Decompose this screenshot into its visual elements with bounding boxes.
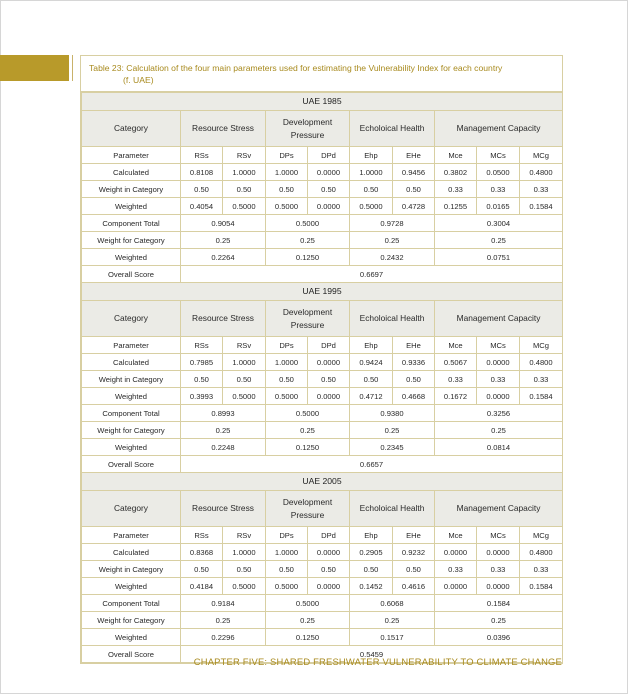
value-cell: 0.0000 [308,164,350,181]
category-label: Category [82,111,181,147]
category-resource-stress: Resource Stress [181,491,266,527]
category-header-row [82,111,563,147]
parameter-cell: Mce [435,147,477,164]
parameter-cell: Ehp [350,337,393,354]
parameter-label: Parameter [82,527,181,544]
category-development-line-1: Development [282,306,333,317]
category-management-capacity: Management Capacity [435,491,563,527]
value-cell: 0.4616 [393,578,435,595]
value-cell: 0.0000 [308,354,350,371]
parameter-cell: MCs [477,147,520,164]
value-cell: 0.4800 [520,544,563,561]
category-value-cell: 0.5000 [266,595,350,612]
value-cell: 0.9232 [393,544,435,561]
value-cell: 0.50 [308,561,350,578]
value-cell: 0.33 [520,371,563,388]
parameter-cell: Mce [435,337,477,354]
category-value-cell: 0.25 [350,232,435,249]
overall-score-row [82,266,563,283]
component-total-row [82,215,563,232]
value-cell: 0.33 [520,181,563,198]
category-value-cell: 0.2264 [181,249,266,266]
parameter-cell: DPs [266,147,308,164]
value-cell: 0.50 [181,371,223,388]
weight-for-category-row [82,232,563,249]
category-header-row [82,301,563,337]
parameter-row [82,147,563,164]
parameter-cell: RSs [181,337,223,354]
value-cell: 0.3802 [435,164,477,181]
category-value-cell: 0.3256 [435,405,563,422]
value-cell: 0.4054 [181,198,223,215]
parameter-cell: MCg [520,527,563,544]
parameter-cell: RSv [223,147,266,164]
value-cell: 0.4800 [520,164,563,181]
weighted-category-label: Weighted [82,249,181,266]
category-value-cell: 0.1250 [266,629,350,646]
component-total-label: Component Total [82,595,181,612]
tab-divider [72,55,73,81]
category-value-cell: 0.25 [181,232,266,249]
parameter-cell: Ehp [350,147,393,164]
value-cell: 0.4800 [520,354,563,371]
weight-for-category-label: Weight for Category [82,232,181,249]
value-cell: 0.50 [266,371,308,388]
value-cell: 0.50 [266,561,308,578]
value-cell: 0.9424 [350,354,393,371]
value-cell: 0.1584 [520,198,563,215]
calculated-label: Calculated [82,354,181,371]
category-value-cell: 0.0396 [435,629,563,646]
value-cell: 0.50 [181,181,223,198]
value-cell: 1.0000 [223,164,266,181]
parameter-cell: DPs [266,337,308,354]
calculated-label: Calculated [82,164,181,181]
overall-score-label: Overall Score [82,646,181,663]
section-title-row [82,93,563,111]
value-cell: 0.1584 [520,578,563,595]
value-cell: 0.8108 [181,164,223,181]
chapter-footer: CHAPTER FIVE: SHARED FRESHWATER VULNERABILITY TO CLIMATE CHANGE [193,656,562,667]
value-cell: 0.33 [477,561,520,578]
value-cell: 0.33 [520,561,563,578]
category-value-cell: 0.25 [435,422,563,439]
category-value-cell: 0.8993 [181,405,266,422]
value-cell: 0.9456 [393,164,435,181]
parameter-cell: RSv [223,337,266,354]
category-value-cell: 0.0814 [435,439,563,456]
value-cell: 0.0000 [477,388,520,405]
weighted-category-row [82,249,563,266]
value-cell: 0.50 [181,561,223,578]
overall-score-row [82,456,563,473]
value-cell: 0.33 [477,181,520,198]
category-value-cell: 0.9054 [181,215,266,232]
value-cell: 0.5000 [223,388,266,405]
weighted-row [82,578,563,595]
category-value-cell: 0.25 [350,422,435,439]
overall-score-value: 0.5459 [181,646,563,663]
value-cell: 1.0000 [350,164,393,181]
value-cell: 0.50 [393,561,435,578]
table-caption [81,56,562,92]
category-development-pressure [266,111,350,147]
caption-line-1: Table 23: Calculation of the four main parameters used for estimating the Vulnerability Index for each country [89,63,503,73]
weight-for-category-label: Weight for Category [82,422,181,439]
value-cell: 0.5067 [435,354,477,371]
category-development-pressure [266,491,350,527]
value-cell: 0.0000 [308,578,350,595]
value-cell: 0.4184 [181,578,223,595]
value-cell: 0.5000 [266,388,308,405]
caption-line-2: (f. UAE) [123,75,154,85]
weighted-row [82,388,563,405]
overall-score-label: Overall Score [82,456,181,473]
weight-in-category-label: Weight in Category [82,371,181,388]
category-development-line-1: Development [282,496,333,507]
category-resource-stress: Resource Stress [181,111,266,147]
parameter-cell: DPs [266,527,308,544]
category-ecological-health: Echoloical Health [350,491,435,527]
value-cell: 0.50 [266,181,308,198]
value-cell: 0.50 [350,181,393,198]
category-label: Category [82,491,181,527]
chapter-tab-marker [0,55,69,81]
value-cell: 0.5000 [266,198,308,215]
overall-score-label: Overall Score [82,266,181,283]
section-title-row [82,473,563,491]
component-total-row [82,405,563,422]
component-total-label: Component Total [82,215,181,232]
value-cell: 1.0000 [266,164,308,181]
parameter-cell: EHe [393,337,435,354]
parameter-cell: EHe [393,147,435,164]
category-value-cell: 0.25 [435,232,563,249]
weighted-row [82,198,563,215]
overall-score-value: 0.6657 [181,456,563,473]
value-cell: 0.4668 [393,388,435,405]
value-cell: 0.50 [223,561,266,578]
category-value-cell: 0.9184 [181,595,266,612]
category-value-cell: 0.25 [266,612,350,629]
category-management-capacity: Management Capacity [435,111,563,147]
parameter-cell: DPd [308,337,350,354]
value-cell: 0.0000 [308,544,350,561]
weighted-category-label: Weighted [82,629,181,646]
category-value-cell: 0.2345 [350,439,435,456]
value-cell: 0.5000 [223,198,266,215]
category-development-line-2: Pressure [290,509,325,520]
category-value-cell: 0.25 [266,422,350,439]
parameter-cell: RSs [181,527,223,544]
category-value-cell: 0.1250 [266,249,350,266]
category-value-cell: 0.2432 [350,249,435,266]
section-title: UAE 1985 [82,93,563,111]
value-cell: 0.50 [223,181,266,198]
value-cell: 0.1672 [435,388,477,405]
category-value-cell: 0.5000 [266,215,350,232]
calculated-row [82,164,563,181]
value-cell: 0.9336 [393,354,435,371]
value-cell: 0.0000 [477,354,520,371]
value-cell: 0.1255 [435,198,477,215]
category-value-cell: 0.2296 [181,629,266,646]
value-cell: 0.0165 [477,198,520,215]
value-cell: 0.50 [223,371,266,388]
value-cell: 0.50 [350,561,393,578]
value-cell: 0.0000 [477,544,520,561]
value-cell: 0.2905 [350,544,393,561]
vulnerability-table-container [80,55,563,664]
category-value-cell: 0.9380 [350,405,435,422]
category-resource-stress: Resource Stress [181,301,266,337]
category-value-cell: 0.1517 [350,629,435,646]
parameter-label: Parameter [82,147,181,164]
weight-in-category-row [82,181,563,198]
category-value-cell: 0.6068 [350,595,435,612]
parameter-row [82,527,563,544]
parameter-cell: MCs [477,527,520,544]
value-cell: 0.0000 [308,198,350,215]
weighted-category-label: Weighted [82,439,181,456]
value-cell: 0.50 [350,371,393,388]
value-cell: 0.8368 [181,544,223,561]
value-cell: 0.0000 [477,578,520,595]
section-title-row [82,283,563,301]
weight-in-category-row [82,371,563,388]
category-value-cell: 0.0751 [435,249,563,266]
weighted-label: Weighted [82,578,181,595]
parameter-cell: MCs [477,337,520,354]
category-ecological-health: Echoloical Health [350,301,435,337]
value-cell: 0.5000 [223,578,266,595]
value-cell: 0.0500 [477,164,520,181]
parameter-cell: MCg [520,337,563,354]
parameter-cell: Mce [435,527,477,544]
value-cell: 1.0000 [266,544,308,561]
category-ecological-health: Echoloical Health [350,111,435,147]
value-cell: 0.4712 [350,388,393,405]
parameter-label: Parameter [82,337,181,354]
category-development-line-1: Development [282,116,333,127]
component-total-row [82,595,563,612]
category-header-row [82,491,563,527]
value-cell: 0.3993 [181,388,223,405]
category-value-cell: 0.9728 [350,215,435,232]
category-value-cell: 0.25 [181,422,266,439]
value-cell: 1.0000 [223,354,266,371]
overall-score-value: 0.6697 [181,266,563,283]
value-cell: 0.33 [435,181,477,198]
weighted-category-row [82,629,563,646]
category-value-cell: 0.25 [435,612,563,629]
value-cell: 0.0000 [435,578,477,595]
value-cell: 0.1452 [350,578,393,595]
value-cell: 0.0000 [435,544,477,561]
value-cell: 1.0000 [223,544,266,561]
value-cell: 0.7985 [181,354,223,371]
category-value-cell: 0.5000 [266,405,350,422]
weight-for-category-row [82,422,563,439]
value-cell: 0.0000 [308,388,350,405]
category-management-capacity: Management Capacity [435,301,563,337]
category-development-line-2: Pressure [290,129,325,140]
weight-for-category-label: Weight for Category [82,612,181,629]
component-total-label: Component Total [82,405,181,422]
value-cell: 0.33 [435,371,477,388]
calculated-label: Calculated [82,544,181,561]
value-cell: 0.50 [393,181,435,198]
parameter-row [82,337,563,354]
vulnerability-index-table [81,92,563,663]
category-development-line-2: Pressure [290,319,325,330]
weighted-label: Weighted [82,388,181,405]
category-development-pressure [266,301,350,337]
parameter-cell: MCg [520,147,563,164]
category-value-cell: 0.25 [350,612,435,629]
value-cell: 0.33 [435,561,477,578]
weighted-category-row [82,439,563,456]
value-cell: 0.5000 [350,198,393,215]
parameter-cell: DPd [308,147,350,164]
value-cell: 0.1584 [520,388,563,405]
weighted-label: Weighted [82,198,181,215]
value-cell: 0.50 [308,371,350,388]
section-title: UAE 2005 [82,473,563,491]
value-cell: 0.5000 [266,578,308,595]
parameter-cell: Ehp [350,527,393,544]
value-cell: 1.0000 [266,354,308,371]
parameter-cell: EHe [393,527,435,544]
category-value-cell: 0.25 [266,232,350,249]
parameter-cell: RSv [223,527,266,544]
category-value-cell: 0.2248 [181,439,266,456]
value-cell: 0.4728 [393,198,435,215]
section-title: UAE 1995 [82,283,563,301]
weight-in-category-row [82,561,563,578]
category-value-cell: 0.1250 [266,439,350,456]
calculated-row [82,354,563,371]
parameter-cell: RSs [181,147,223,164]
category-value-cell: 0.1584 [435,595,563,612]
parameter-cell: DPd [308,527,350,544]
value-cell: 0.50 [308,181,350,198]
category-label: Category [82,301,181,337]
weight-for-category-row [82,612,563,629]
value-cell: 0.33 [477,371,520,388]
category-value-cell: 0.25 [181,612,266,629]
value-cell: 0.50 [393,371,435,388]
weight-in-category-label: Weight in Category [82,181,181,198]
calculated-row [82,544,563,561]
category-value-cell: 0.3004 [435,215,563,232]
weight-in-category-label: Weight in Category [82,561,181,578]
